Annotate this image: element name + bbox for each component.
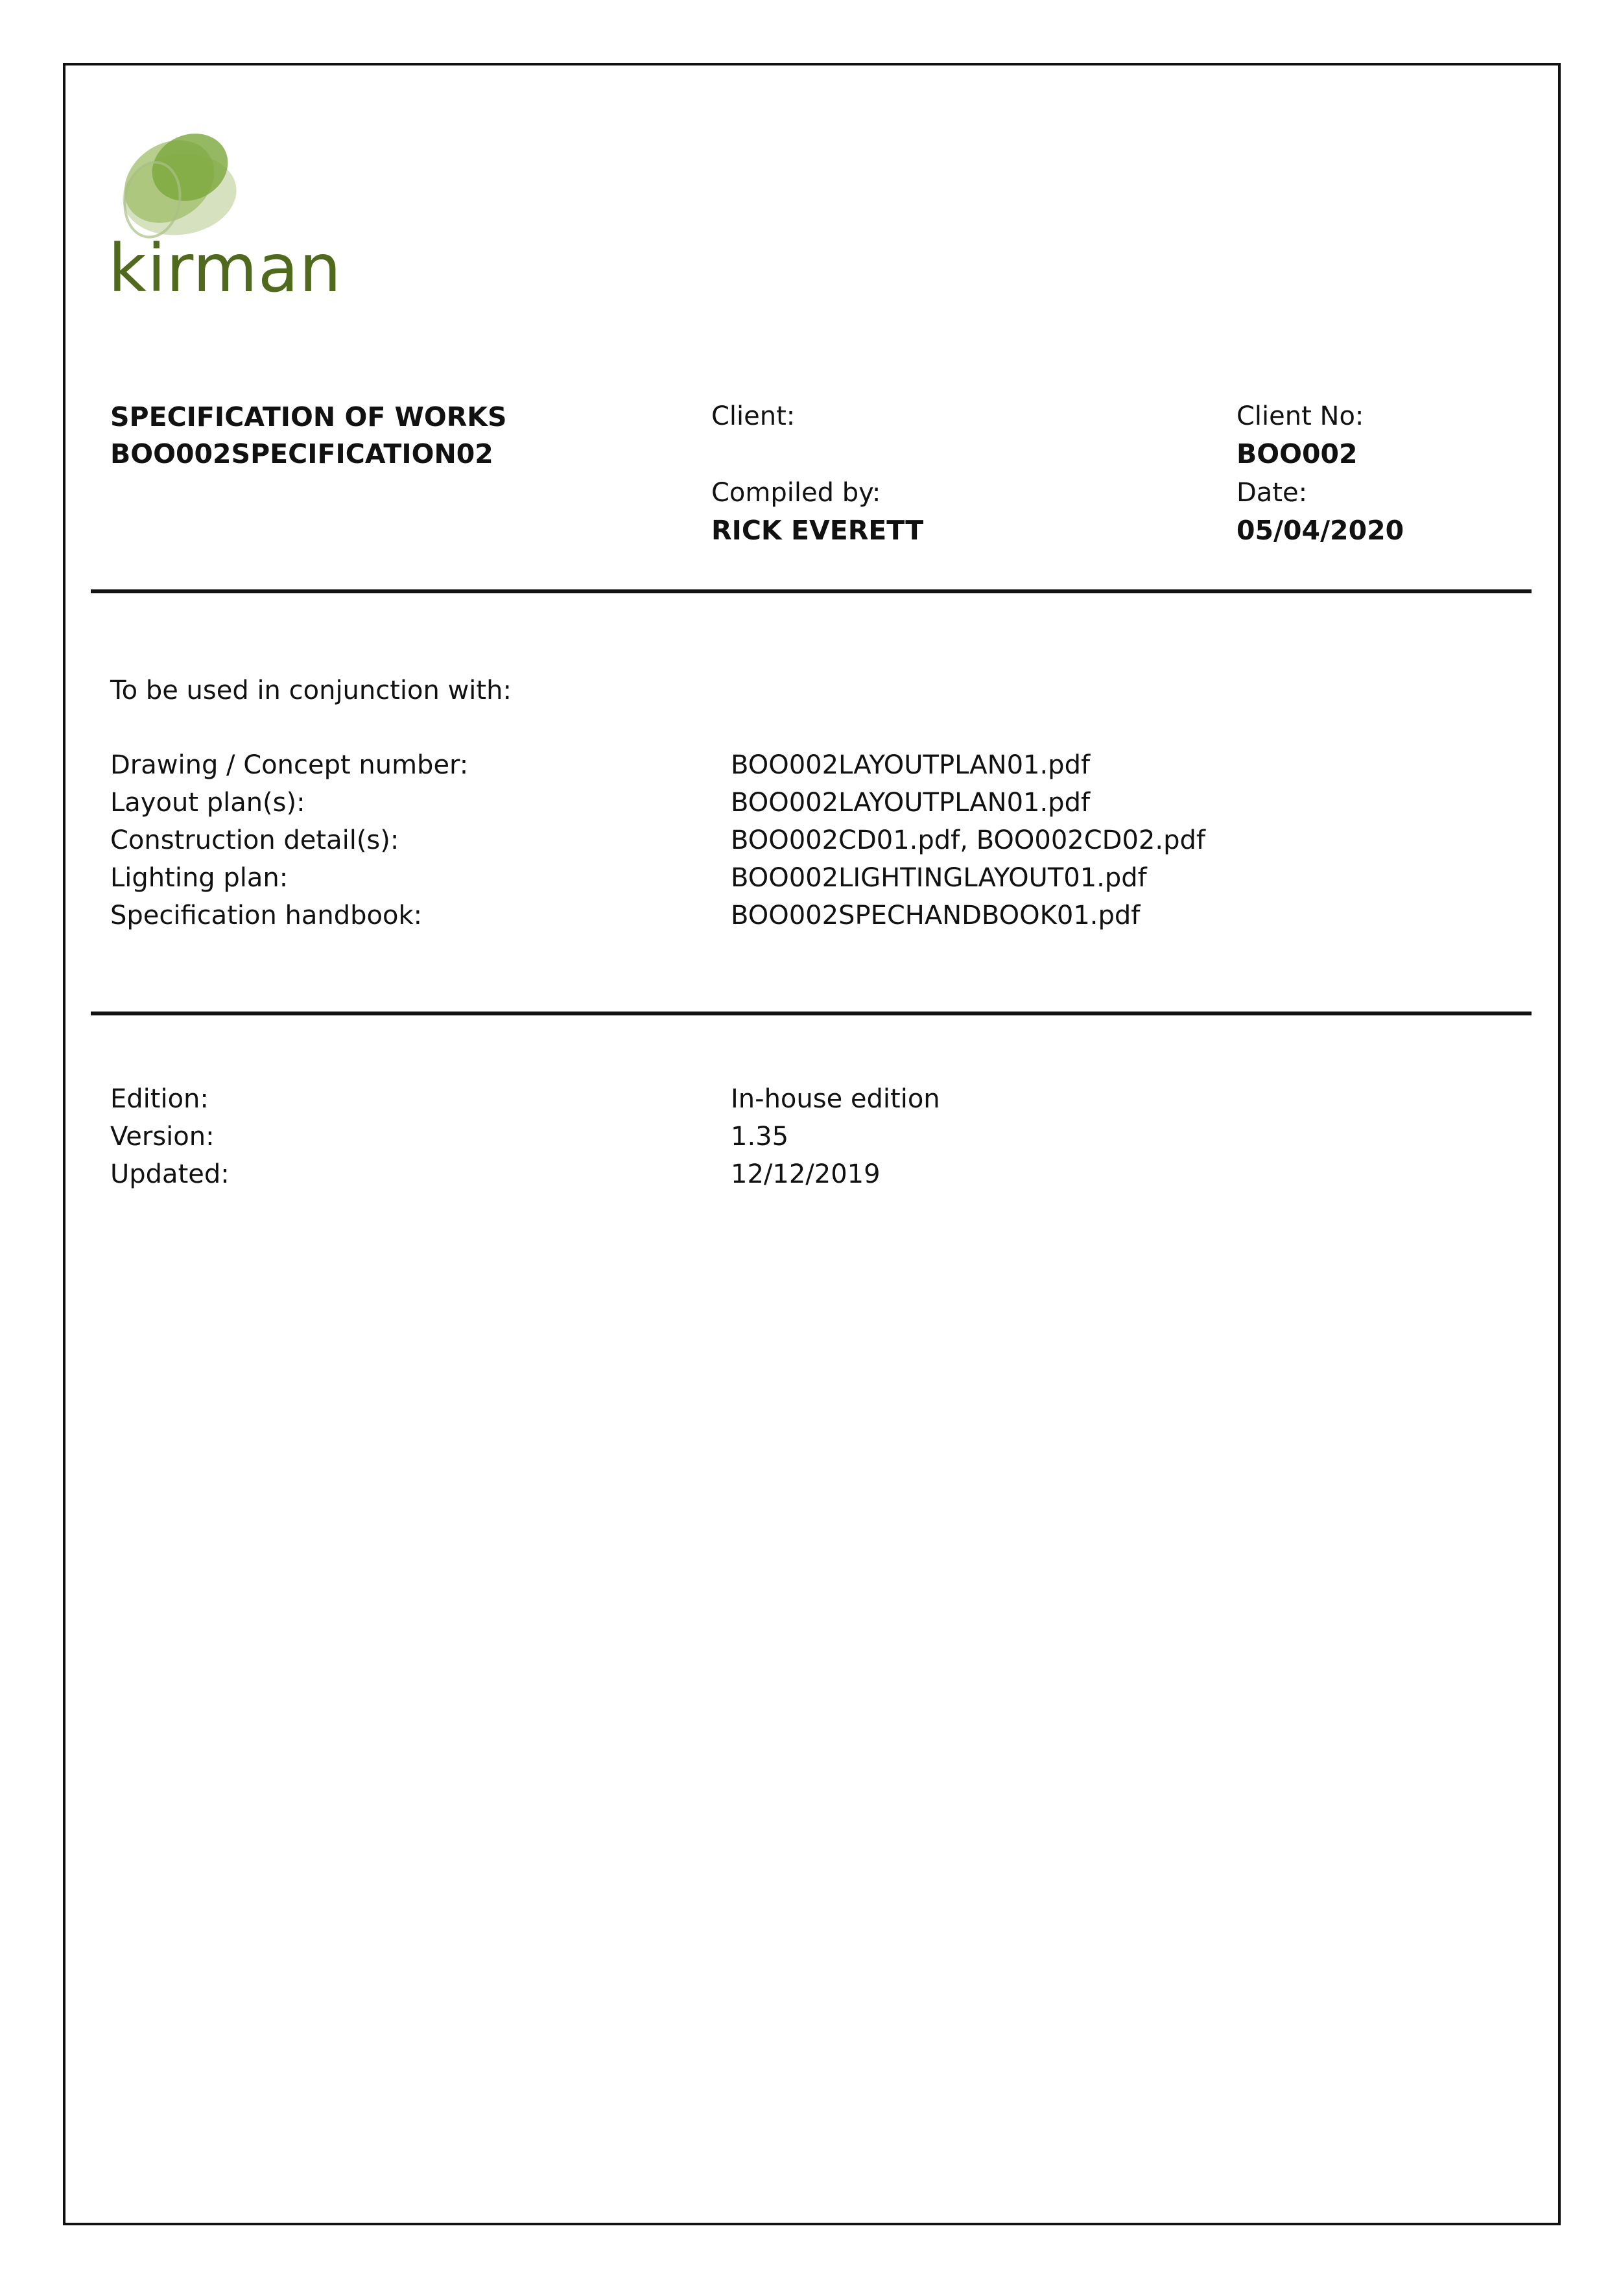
edition-value: In-house edition: [731, 1084, 940, 1114]
client-label: Client:: [711, 401, 796, 431]
edition-label: Edition:: [110, 1084, 209, 1114]
compiled-by-label: Compiled by:: [711, 478, 881, 508]
reference-label: Specification handbook:: [110, 901, 423, 930]
reference-label: Construction detail(s):: [110, 825, 399, 855]
version-label: Version:: [110, 1122, 215, 1152]
kirman-logo: [107, 122, 342, 316]
logo-wordmark: kirman: [108, 230, 342, 307]
updated-value: 12/12/2019: [731, 1159, 881, 1189]
reference-value: BOO002CD01.pdf, BOO002CD02.pdf: [731, 825, 1205, 855]
reference-value: BOO002LAYOUTPLAN01.pdf: [731, 750, 1091, 780]
version-value: 1.35: [731, 1122, 789, 1152]
header-divider: [91, 589, 1532, 593]
reference-value: BOO002LIGHTINGLAYOUT01.pdf: [731, 863, 1147, 893]
client-no-label: Client No:: [1236, 401, 1364, 431]
reference-value: BOO002LAYOUTPLAN01.pdf: [731, 788, 1091, 818]
document-code: BOO002SPECIFICATION02: [110, 438, 493, 469]
date-label: Date:: [1236, 478, 1308, 508]
updated-label: Updated:: [110, 1159, 230, 1189]
reference-value: BOO002SPECHANDBOOK01.pdf: [731, 901, 1141, 930]
page-border: [63, 63, 1561, 2225]
reference-label: Lighting plan:: [110, 863, 289, 893]
reference-label: Drawing / Concept number:: [110, 750, 469, 780]
date-value: 05/04/2020: [1236, 515, 1404, 546]
compiled-by-value: RICK EVERETT: [711, 515, 924, 546]
client-no-value: BOO002: [1236, 438, 1358, 469]
document-title: SPECIFICATION OF WORKS: [110, 401, 507, 432]
references-divider: [91, 1012, 1532, 1015]
reference-label: Layout plan(s):: [110, 788, 305, 818]
references-intro: To be used in conjunction with:: [110, 676, 512, 705]
